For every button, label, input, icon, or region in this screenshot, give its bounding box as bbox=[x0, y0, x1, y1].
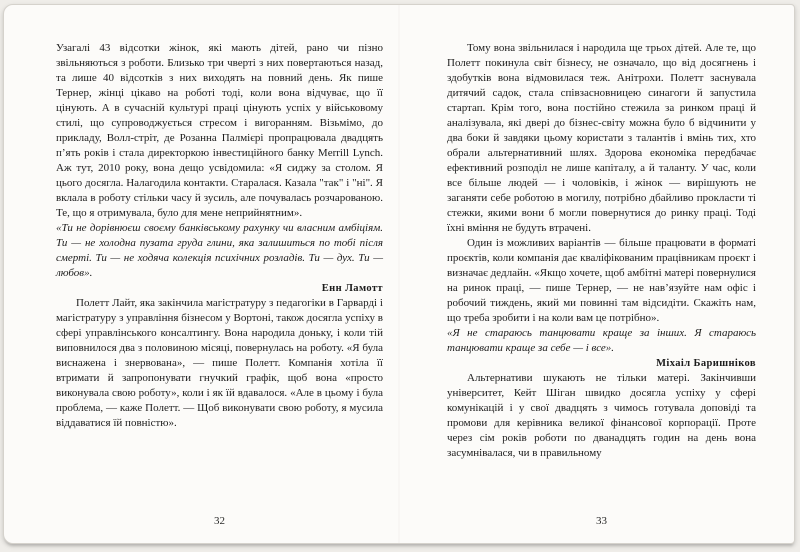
paragraph: Тому вона звільнилася і народила ще трьох дітей. Але те, що Полетт покинула світ бізнесу, не означало, що від досягнень і здобутків вона відмовилася теж. Анітрохи. Полетт заснувала дитячий садок, стала співзасновницею синагоги й запустила стартап. Крім того, вона постійно стежила за ринком праці й аналізувала, які двері до бізнес-світу можна було б відчинити у два боки й завдяки цьому користати з талантів і вмінь тих, хто обрали альтернативний шлях. Здорова економіка передбачає ефективний розподіл не лише капіталу, а й таланту. У час, коли все більше людей — і чоловіків, і жінок — вирішують не заганяти себе роботою в могилу, потрібно дбайливо прокласти ті стежки, якими вони б могли повернутися до ринку праці. Тоді їхні вміння не будуть втрачені. bbox=[447, 42, 756, 234]
left-page-text bbox=[56, 41, 383, 431]
quote: «Я не стараюсь танцювати краще за інших. Я стараюсь танцювати краще за себе — і все». bbox=[447, 327, 756, 354]
page-number: 32 bbox=[214, 515, 225, 527]
left-page bbox=[4, 5, 399, 543]
paragraph: Альтернативи шукають не тільки матері. Закінчивши університет, Кейт Шіган швидко досягла успіху у сфері комунікацій і у свої двадцять з чимось готувала доповіді та промови для керівника великої фінансової корпорації. Проте через сім років роботи по дванадцять годин на день вона засумнівалася, чи в правильному bbox=[447, 372, 756, 459]
right-page bbox=[399, 5, 794, 543]
quote: «Ти не дорівнюєш своєму банківському рахунку чи власним амбіціям. Ти — не холодна пузата груда глини, яка залишиться по тобі після смерті. Ти — не ходяча колекція психічних розладів. Ти — дух. Ти — любов». bbox=[56, 222, 383, 279]
paragraph: Один із можливих варіантів — більше працювати в форматі проєктів, коли компанія дає кваліфікованим працівникам проєкт і визначає дедлайн. «Якщо хочете, щоб амбітні матері повернулися на ринок праці, — пише Тернер, — не нав’язуйте нам офіс і робочий тиждень, який ми повинні там відсидіти. Скажіть нам, що треба зробити і на коли вам це потрібно». bbox=[447, 237, 756, 324]
quote-attribution: Енн Ламотт bbox=[321, 283, 383, 294]
quote-attribution: Міхаіл Баришніков bbox=[656, 358, 756, 369]
paragraph: Полетт Лайт, яка закінчила магістратуру з педагогіки в Гарварді і магістратуру з управління бізнесом у Вортоні, також досягла успіху в сфері управлінського консалтингу. Вона народила доньку, і коли тій виповнилося два з половиною місяці, повернулась на роботу. «Я була виснажена і знервована», — пише Полетт. Компанія хотіла її втримати й запропонувати гнучкий графік, щоб вона «просто виконувала свою роботу», коли і як їй вдавалося. «Але в цьому і була проблема, — каже Полетт. — Щоб виконувати свою роботу, я мусила віддаватися їй повністю». bbox=[56, 297, 383, 429]
paragraph: Узагалі 43 відсотки жінок, які мають дітей, рано чи пізно звільняються з роботи. Близько три чверті з них повертаються назад, та лише 40 відсотків з них виходять на повний день. Як пише Тернер, жінці цікаво на роботі тоді, коли вона відчуває, що її цінують. А в сучасній культурі праці цінують успіх у військовому стилі, що супроводжується стресом і вигоранням. Візьмімо, до прикладу, Волл-стріт, де Розанна Палмієрі пропрацювала двадцять п’ять років і стала директоркою інвестиційного банку Merrill Lynch. Аж тут, 2010 року, вона дещо усвідомила: «Я сиджу за столом. Я цього досягла. Налагодила контакти. Старалася. Казала "так" і "ні". Я вклала в роботу стільки часу й зусиль, але почувалась розчарованою. Те, що я отримувала, було для мене неприйнятним». bbox=[56, 42, 383, 219]
book-spread bbox=[3, 4, 795, 544]
right-page-text bbox=[447, 41, 756, 461]
page-number: 33 bbox=[596, 515, 607, 527]
